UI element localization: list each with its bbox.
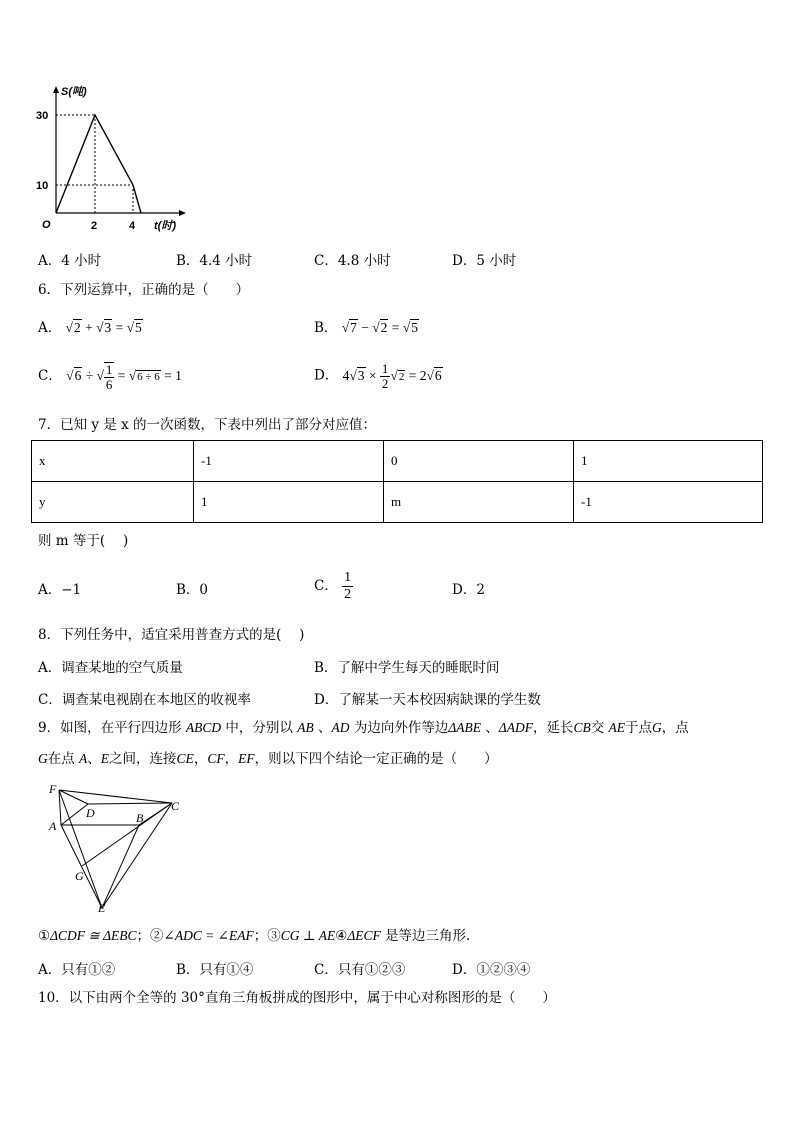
q8-option-d — [314, 688, 541, 708]
option-text: 只有①② — [61, 962, 116, 978]
text: 于点 — [625, 720, 653, 736]
math-expression: √2 + √3 = √5 — [65, 320, 142, 335]
option-text: 调查某电视剧在本地区的收视率 — [61, 692, 251, 708]
q10-stem: 10．以下由两个全等的 30°直角三角板拼成的图形中，属于中心对称图形的是（ ） — [38, 990, 556, 1006]
math: ∠ADC = ∠EAF — [163, 928, 254, 943]
q8-option-a — [38, 656, 183, 676]
q5-option-c — [314, 249, 391, 269]
option-letter: A． — [38, 660, 62, 676]
math-expression: 4√3 × $\frac{1}{2}$ √2 = 2√6 — [342, 361, 442, 391]
y-tick-10: 10 — [36, 180, 49, 192]
q9-option-a — [38, 958, 115, 978]
math: EF — [238, 751, 255, 766]
math-expression: √6 ÷ √ $\frac{1}{6}$ = √6 ÷ 6 = 1 — [66, 362, 182, 392]
table-row — [32, 482, 763, 523]
option-text: ①②③④ — [476, 962, 531, 978]
y-axis-label: S(吨) — [61, 86, 87, 98]
option-text: 只有①②③ — [337, 962, 406, 978]
text: 之间，连接 — [109, 751, 177, 767]
math: AD — [331, 720, 350, 735]
option-letter: C． — [38, 368, 62, 385]
table-cell: 1 — [574, 441, 763, 482]
y-tick-30: 30 — [36, 110, 49, 122]
option-text: 4.4 小时 — [199, 253, 253, 269]
option-letter: D． — [452, 582, 477, 598]
origin-label: O — [42, 219, 51, 231]
text: 中，分别以 — [221, 720, 298, 736]
q6-option-c — [38, 362, 182, 392]
x-tick-4: 4 — [129, 220, 136, 232]
math: ΔECF — [347, 928, 381, 943]
text: ④ — [335, 928, 348, 944]
point-e-label: E — [98, 901, 106, 915]
option-letter: D． — [314, 367, 339, 384]
text: 、 — [87, 751, 101, 767]
option-letter: D． — [314, 692, 339, 708]
option-letter: C． — [314, 962, 338, 978]
option-letter: A． — [38, 962, 62, 978]
option-letter: D． — [452, 962, 477, 978]
math: CE — [176, 751, 194, 766]
option-text: 5 小时 — [476, 253, 517, 269]
math: ABCD — [185, 720, 222, 735]
value-table — [31, 440, 763, 523]
q7-stem: 7．已知 y 是 x 的一次函数，下表中列出了部分对应值： — [38, 417, 376, 433]
q8-option-c — [38, 688, 251, 708]
text: ；③ — [253, 928, 281, 944]
option-letter: B． — [176, 962, 200, 978]
point-f-label: F — [49, 782, 57, 796]
x-tick-2: 2 — [91, 220, 98, 232]
point-a-label: A — [49, 819, 57, 833]
math: CF — [207, 751, 225, 766]
option-text: −1 — [61, 582, 82, 598]
q7-option-a — [38, 578, 81, 598]
option-text: 了解某一天本校因病缺课的学生数 — [338, 692, 541, 708]
text: ；② — [136, 928, 164, 944]
option-letter: A． — [38, 582, 62, 598]
math: E — [100, 751, 110, 766]
table-cell: x — [32, 441, 194, 482]
math: ΔABE — [448, 720, 481, 735]
table-cell: -1 — [194, 441, 384, 482]
option-text: 4 小时 — [61, 253, 102, 269]
q5-option-a — [38, 249, 101, 269]
table-cell: 0 — [384, 441, 574, 482]
point-c-label: C — [171, 799, 180, 813]
q6-option-a — [38, 316, 143, 336]
math: G — [652, 720, 662, 735]
text: 、 — [313, 720, 332, 736]
text: ① — [38, 928, 51, 944]
option-text: 调查某地的空气质量 — [61, 660, 183, 676]
option-text: 2 — [476, 582, 485, 598]
option-letter: B． — [314, 660, 338, 676]
parallelogram-figure — [44, 780, 194, 920]
math: AB — [297, 720, 314, 735]
q7-option-c — [314, 570, 353, 603]
q9-conclusions — [38, 927, 470, 945]
point-b-label: B — [136, 811, 144, 825]
option-letter: A． — [38, 253, 62, 269]
option-letter: D． — [452, 253, 477, 269]
text: 在点 — [47, 751, 80, 767]
text: ，延长 — [532, 720, 574, 736]
point-d-label: D — [86, 806, 95, 820]
option-text: 0 — [199, 582, 209, 598]
text: ，点 — [661, 720, 689, 736]
text: 为边向外作等边 — [349, 720, 449, 736]
q9-option-d — [452, 958, 530, 978]
math: A — [79, 751, 88, 766]
q9-option-b — [176, 958, 253, 978]
option-letter: B． — [176, 253, 200, 269]
q8-option-b — [314, 656, 499, 676]
option-letter: C． — [38, 692, 62, 708]
math: ΔADF — [498, 720, 533, 735]
q9-stem-line2 — [38, 750, 498, 768]
q6-stem: 6．下列运算中，正确的是（ ） — [38, 282, 250, 298]
fraction-one-half: $\frac{1}{2}$ — [344, 570, 352, 602]
q7-ask: 则 m 等于( ) — [38, 533, 129, 549]
math: ΔCDF ≅ ΔEBC — [50, 928, 137, 943]
q7-option-b — [176, 578, 208, 598]
table-row — [32, 441, 763, 482]
table-cell: 1 — [194, 482, 384, 523]
text: ，则以下四个结论一定正确的是（ ） — [254, 751, 498, 767]
q9-option-c — [314, 958, 405, 978]
text: 、 — [481, 720, 499, 736]
option-letter: A． — [38, 320, 62, 336]
q6-option-d — [314, 362, 443, 391]
table-cell: y — [32, 482, 194, 523]
text: 是等边三角形. — [380, 928, 471, 944]
text: ， — [224, 751, 239, 767]
q6-option-b — [314, 316, 419, 336]
text: 9．如图，在平行四边形 — [38, 720, 186, 736]
math: CG ⊥ AE — [280, 928, 336, 943]
option-text: 了解中学生每天的睡眠时间 — [337, 660, 500, 676]
q5-option-b — [176, 249, 252, 269]
math: AE — [608, 720, 626, 735]
math: CB — [573, 720, 591, 735]
q8-stem: 8．下列任务中，适宜采用普查方式的是( ) — [38, 627, 305, 643]
q9-stem-line1 — [38, 719, 689, 737]
distance-time-graph — [30, 80, 190, 240]
q7-option-d — [452, 578, 485, 598]
table-cell: m — [384, 482, 574, 523]
option-letter: B． — [314, 320, 338, 336]
text: 交 — [590, 720, 609, 736]
math: G — [38, 751, 48, 766]
option-text: 只有①④ — [199, 962, 254, 978]
option-text: 4.8 小时 — [337, 253, 391, 269]
option-letter: C． — [314, 253, 338, 269]
option-letter: B． — [176, 582, 200, 598]
q5-option-d — [452, 249, 516, 269]
math-expression: √7 − √2 = √5 — [341, 320, 418, 335]
option-letter: C． — [314, 578, 338, 594]
text: ， — [193, 751, 208, 767]
x-axis-label: t(时) — [154, 220, 176, 232]
point-g-label: G — [75, 869, 84, 883]
table-cell: -1 — [574, 482, 763, 523]
